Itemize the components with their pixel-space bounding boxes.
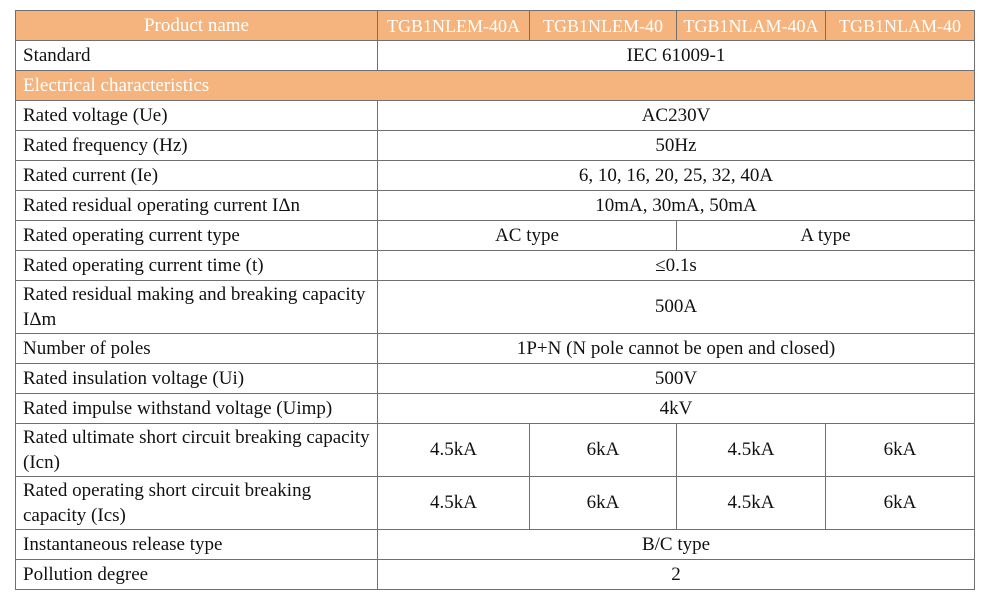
row-value: AC type [378,221,677,251]
row-value: 4.5kA [378,424,530,477]
table-header-row [16,11,975,41]
row-label: Rated impulse withstand voltage (Uimp) [16,394,378,424]
table-row [16,101,975,131]
model-header: TGB1NLEM-40 [530,11,677,41]
row-label: Standard [16,41,378,71]
table-row [16,364,975,394]
table-row [16,281,975,334]
row-value: 4.5kA [677,477,826,530]
row-label: Number of poles [16,334,378,364]
product-name-header: Product name [16,11,378,41]
table-row [16,477,975,530]
row-value: IEC 61009-1 [378,41,975,71]
row-label: Rated ultimate short circuit breaking capacity (Icn) [16,424,378,477]
row-value: 6kA [530,477,677,530]
table-row [16,394,975,424]
table-row [16,530,975,560]
row-label: Rated operating current type [16,221,378,251]
row-label: Rated residual making and breaking capacity IΔm [16,281,378,334]
row-value: ≤0.1s [378,251,975,281]
row-value: 6kA [826,477,975,530]
model-header: TGB1NLAM-40 [826,11,975,41]
row-label: Rated frequency (Hz) [16,131,378,161]
table-row [16,424,975,477]
row-value: 10mA, 30mA, 50mA [378,191,975,221]
spec-table [15,10,975,590]
row-value: 2 [378,560,975,590]
row-value: 500A [378,281,975,334]
row-value: 1P+N (N pole cannot be open and closed) [378,334,975,364]
table-row [16,251,975,281]
row-value: 4.5kA [677,424,826,477]
row-value: A type [677,221,975,251]
row-value: 6, 10, 16, 20, 25, 32, 40A [378,161,975,191]
row-value: 4kV [378,394,975,424]
row-label: Rated operating current time (t) [16,251,378,281]
row-value: 4.5kA [378,477,530,530]
row-label: Pollution degree [16,560,378,590]
table-row [16,221,975,251]
section-header-row [16,71,975,101]
row-value: 6kA [826,424,975,477]
row-label: Rated voltage (Ue) [16,101,378,131]
table-row [16,560,975,590]
table-row [16,191,975,221]
row-label: Rated operating short circuit breaking capacity (Ics) [16,477,378,530]
table-row [16,41,975,71]
table-row [16,334,975,364]
row-label: Instantaneous release type [16,530,378,560]
row-label: Rated residual operating current IΔn [16,191,378,221]
section-title: Electrical characteristics [16,71,975,101]
row-value: B/C type [378,530,975,560]
row-value: AC230V [378,101,975,131]
model-header: TGB1NLAM-40A [677,11,826,41]
model-header: TGB1NLEM-40A [378,11,530,41]
row-label: Rated insulation voltage (Ui) [16,364,378,394]
row-value: 6kA [530,424,677,477]
row-value: 500V [378,364,975,394]
row-value: 50Hz [378,131,975,161]
row-label: Rated current (Ie) [16,161,378,191]
table-row [16,131,975,161]
table-row [16,161,975,191]
